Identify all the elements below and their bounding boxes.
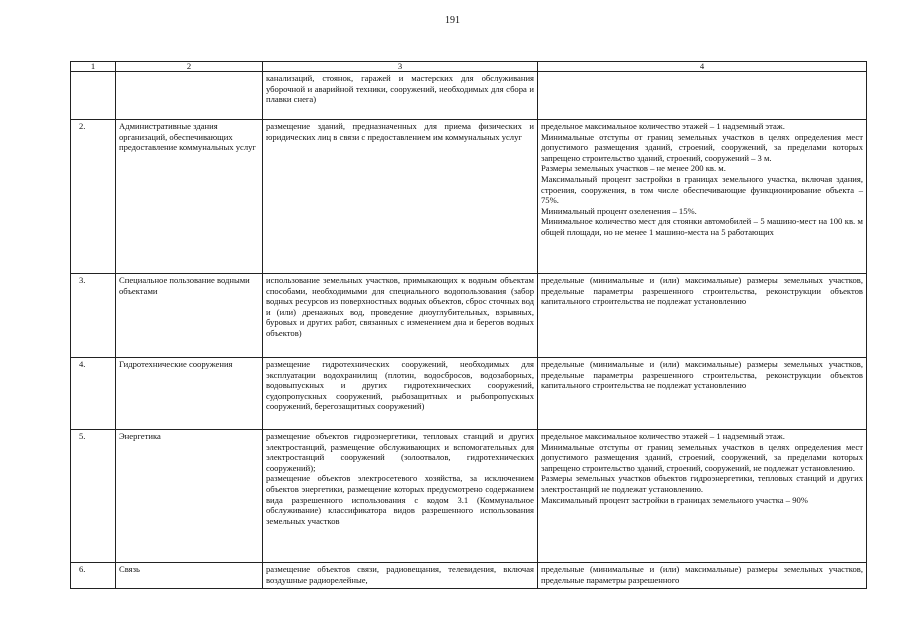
parameter-paragraph: Минимальное количество мест для стоянки автомобилей – 5 машино-мест на 100 кв. м общей площади, но не менее 1 машино-места на 5 работающих bbox=[541, 216, 863, 237]
land-use-name: Административные здания организаций, обеспечивающих предоставление коммунальных услуг bbox=[116, 120, 263, 274]
description-paragraph: канализаций, стоянок, гаражей и мастерских для обслуживания уборочной и аварийной техники, сооружений, необходимых для сбора и плавки снега) bbox=[266, 73, 534, 105]
parameter-paragraph: Максимальный процент застройки в границах земельного участка, включая здания, строения, сооружения, в том числе обеспечивающие функционирование объекта – 75%. bbox=[541, 173, 863, 206]
parameter-paragraph: Размеры земельных участков – не менее 200 кв. м. bbox=[541, 163, 726, 174]
land-use-name: Энергетика bbox=[116, 430, 263, 563]
table-row bbox=[71, 120, 867, 274]
row-number: 4. bbox=[71, 358, 116, 430]
land-use-description bbox=[263, 72, 538, 120]
parameters-cell bbox=[538, 120, 867, 274]
row-number: 6. bbox=[71, 563, 116, 589]
header-cell: 3 bbox=[263, 62, 538, 72]
description-paragraph: размещение зданий, предназначенных для приема физических и юридических лиц в связи с предоставлением им коммунальных услуг bbox=[266, 121, 534, 142]
table-row bbox=[71, 72, 867, 120]
land-use-description bbox=[263, 274, 538, 358]
row-number bbox=[71, 72, 116, 120]
land-use-description bbox=[263, 563, 538, 589]
description-paragraph: размещение гидротехнических сооружений, необходимых для эксплуатации водохранилищ (плотин, водосбросов, водозаборных, водовыпускных и других гидротехнических сооружений, судопропускных сооружений, рыбозащитных и рыбопропускных сооружений, берегозащитных сооружений) bbox=[266, 359, 534, 412]
description-paragraph: использование земельных участков, примыкающих к водным объектам способами, необходимыми для специального водопользования (забор водных ресурсов из поверхностных водных объектов, сброс сточных вод и (или) дренажных вод, проведение дноуглубительных, взрывных, буровых и других работ, связанных с изменением дна и берегов водных объектов) bbox=[266, 275, 534, 338]
land-use-name: Специальное пользование водными объектами bbox=[116, 274, 263, 358]
description-paragraph: размещение объектов электросетевого хозяйства, за исключением объектов энергетики, размещение которых предусмотрено содержанием вида разрешенного использования с кодом 3.1 (Коммунальное обслуживание) классификатора видов разрешенного использования земельных участков bbox=[266, 473, 534, 526]
land-use-description bbox=[263, 120, 538, 274]
parameter-paragraph: Минимальные отступы от границ земельных участков в целях определения мест допустимого размещения зданий, строений, сооружений, за пределами которых запрещено строительство зданий, строений, сооружений, не подлежат установлению. bbox=[541, 441, 863, 473]
description-paragraph: размещение объектов гидроэнергетики, тепловых станций и других электростанций, размещение обслуживающих и вспомогательных для электростанций сооружений (золоотвалов, гидротехнических сооружений); bbox=[266, 431, 534, 473]
land-use-name: Гидротехнические сооружения bbox=[116, 358, 263, 430]
row-number: 3. bbox=[71, 274, 116, 358]
parameters-cell bbox=[538, 72, 867, 120]
table-row bbox=[71, 274, 867, 358]
land-use-name bbox=[116, 72, 263, 120]
row-number: 5. bbox=[71, 430, 116, 563]
parameter-paragraph: предельные (минимальные и (или) максимальные) размеры земельных участков, предельные параметры разрешенного bbox=[541, 564, 863, 585]
table-row bbox=[71, 358, 867, 430]
parameter-paragraph: Размеры земельных участков объектов гидроэнергетики, тепловых станций и других электростанций не подлежат установлению. bbox=[541, 473, 863, 494]
parameter-paragraph: Минимальные отступы от границ земельных участков в целях определения мест допустимого размещения зданий, строений, сооружений, за пределами которых запрещено строительство зданий, строений, сооружений – 3 м. bbox=[541, 131, 863, 163]
parameter-paragraph: предельные (минимальные и (или) максимальные) размеры земельных участков, предельные параметры разрешенного строительства, реконструкции объектов капитального строительства не подлежат установлению bbox=[541, 275, 863, 307]
parameter-paragraph: предельное максимальное количество этажей – 1 надземный этаж. bbox=[541, 121, 785, 131]
parameter-paragraph: предельные (минимальные и (или) максимальные) размеры земельных участков, предельные параметры разрешенного строительства, реконструкции объектов капитального строительства не подлежат установлению bbox=[541, 359, 863, 391]
land-use-description bbox=[263, 358, 538, 430]
parameters-cell bbox=[538, 274, 867, 358]
header-cell: 1 bbox=[71, 62, 116, 72]
header-cell: 2 bbox=[116, 62, 263, 72]
parameter-paragraph: предельное максимальное количество этажей – 1 надземный этаж. bbox=[541, 431, 785, 441]
parameter-paragraph: Максимальный процент застройки в границах земельного участка – 90% bbox=[541, 494, 808, 505]
parameter-paragraph: Минимальный процент озеленения – 15%. bbox=[541, 205, 697, 216]
table-row bbox=[71, 563, 867, 589]
page-number: 191 bbox=[445, 15, 460, 26]
row-number: 2. bbox=[71, 120, 116, 274]
header-cell: 4 bbox=[538, 62, 867, 72]
parameters-cell bbox=[538, 563, 867, 589]
table-row bbox=[71, 430, 867, 563]
land-use-description bbox=[263, 430, 538, 563]
land-use-name: Связь bbox=[116, 563, 263, 589]
table-header-row bbox=[71, 62, 867, 72]
description-paragraph: размещение объектов связи, радиовещания, телевидения, включая воздушные радиорелейные, bbox=[266, 564, 534, 585]
parameters-cell bbox=[538, 358, 867, 430]
parameters-cell bbox=[538, 430, 867, 563]
regulations-table bbox=[70, 61, 867, 589]
